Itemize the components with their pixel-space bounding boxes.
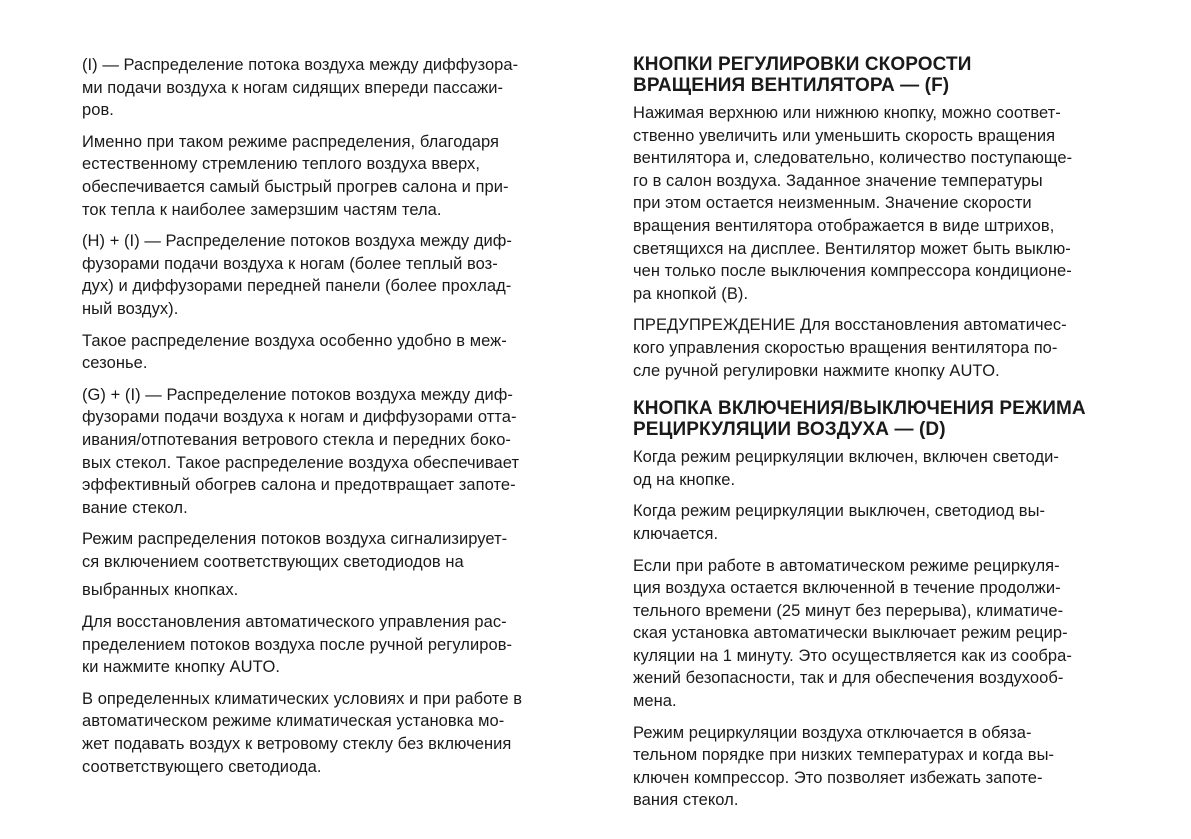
- paragraph-mode-i-explanation: Именно при таком режиме распределения, благодаря естественному стремлению теплого воздуха вверх, обеспечивается самый быстрый прогрев салона и при- ток тепла к наиболее замерзшим частям тела.: [82, 132, 509, 219]
- paragraph-recirc-on: Когда режим рециркуляции включен, включен светоди- од на кнопке.: [633, 448, 1059, 489]
- paragraph-recirc-off: Когда режим рециркуляции выключен, светодиод вы- ключается.: [633, 502, 1046, 543]
- paragraph-mode-i: (I) — Распределение потока воздуха между диффузора- ми подачи воздуха к ногам сидящих впереди пассажи- ров.: [82, 56, 519, 120]
- paragraph-fan-warning: ПРЕДУПРЕЖДЕНИЕ Для восстановления автоматичес- кого управления скоростью вращения вентилятора по- сле ручной регулировки нажмите кнопку AUTO.: [633, 316, 1067, 380]
- paragraph-mode-h-i: (H) + (I) — Распределение потоков воздуха между диф- фузорами подачи воздуха к ногам (более теплый воз- дух) и диффузорами передней панели (более прохлад- ный воздух).: [82, 232, 512, 318]
- paragraph-mode-h-i-note: Такое распределение воздуха особенно удобно в меж- сезонье.: [82, 331, 507, 373]
- section-heading-recirculation: КНОПКА ВКЛЮЧЕНИЯ/ВЫКЛЮЧЕНИЯ РЕЖИМА РЕЦИРКУЛЯЦИИ ВОЗДУХА — (D): [633, 398, 1086, 441]
- left-column: [82, 54, 578, 787]
- paragraph-fan-speed: Нажимая верхнюю или нижнюю кнопку, можно соответ- ственно увеличить или уменьшить скорость вращения вентилятора и, следовательно, количество поступающе- го в салон воздуха. Заданное значение температуры при этом остается неизменным. Значение скорости вращения вентилятора отображается в виде штрихов, светящихся на дисплее. Вентилятор может быть выклю- чен только после выключения компрессора кондиционе- ра кнопкой (B).: [633, 104, 1073, 303]
- paragraph-recirc-disabled: Режим рециркуляции воздуха отключается в обяза- тельном порядке при низких температурах и когда вы- ключен компрессор. Это позволяет избежать запоте- вания стекол.: [633, 723, 1055, 810]
- section-heading-fan-speed: КНОПКИ РЕГУЛИРОВКИ СКОРОСТИ ВРАЩЕНИЯ ВЕНТИЛЯТОРА — (F): [633, 54, 972, 96]
- paragraph-mode-g-i: (G) + (I) — Распределение потоков воздуха между диф- фузорами подачи воздуха к ногам и диффузорами отта- ивания/отпотевания ветрового стекла и передних боко- вых стекол. Такое распределение воздуха обеспечивает эффективный обогрев салона и предотвращает запоте- вание стекол.: [82, 385, 520, 517]
- paragraph-led-signal: Режим распределения потоков воздуха сигнализирует- ся включением соответствующих светодиодов на: [82, 530, 508, 571]
- paragraph-restore-auto: Для восстановления автоматического управления рас- пределением потоков воздуха после ручной регулиров- ки нажмите кнопку AUTO.: [82, 613, 513, 677]
- right-column: [633, 54, 1133, 821]
- paragraph-led-signal-cont: выбранных кнопках.: [82, 581, 239, 600]
- paragraph-climate-conditions: В определенных климатических условиях и при работе в автоматическом режиме климатическая установка мо- жет подавать воздух к ветровому стеклу без включения соответствующего светодиода.: [82, 689, 523, 776]
- paragraph-recirc-auto: Если при работе в автоматическом режиме рециркуля- ция воздуха остается включенной в течение продолжи- тельного времени (25 минут без перерыва), климатиче- ская установка автоматически выключает режим рецир- куляции на 1 минуту. Это осуществляется как из сообра- жений безопасности, так и для обеспечения воздухооб- мена.: [633, 556, 1072, 711]
